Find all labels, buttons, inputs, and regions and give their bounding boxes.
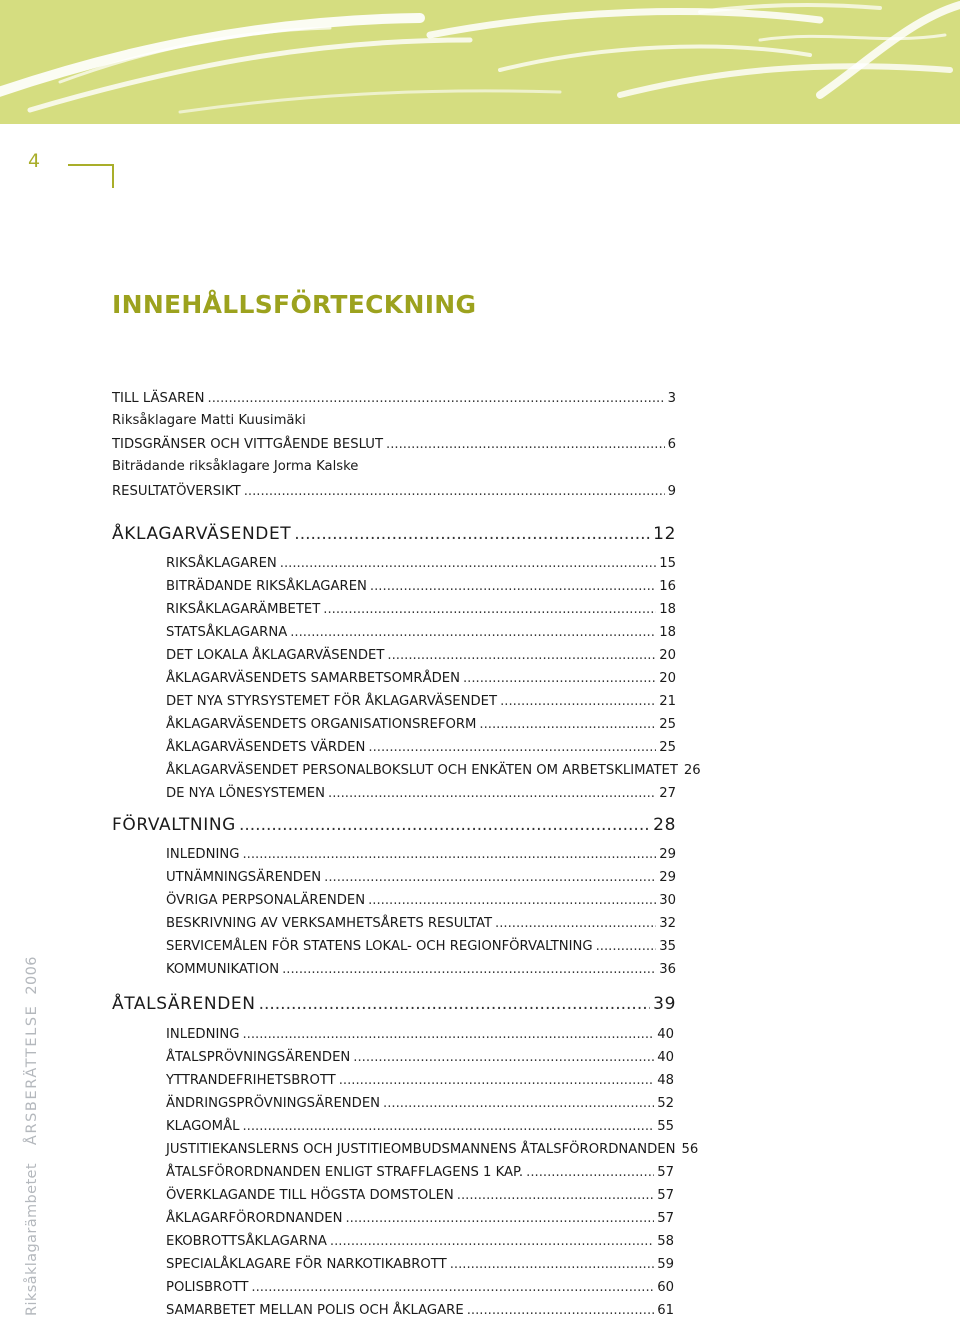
toc-entry[interactable] [166,763,701,778]
toc-entry-page: 32 [659,916,676,931]
toc-entry-title: ÅKLAGARVÄSENDETS SAMARBETSOMRÅDEN [166,671,460,686]
toc-entry-title: ÖVRIGA PERPSONALÄRENDEN [166,893,366,908]
dot-leader [328,786,656,801]
toc-entry[interactable] [166,786,676,801]
toc-entry-page: 57 [657,1211,674,1226]
toc-entry-intro[interactable] [112,391,676,406]
toc-entry-page: 59 [657,1257,674,1272]
toc-entry[interactable] [166,1142,699,1157]
dot-leader [596,939,657,954]
toc-entry-page: 20 [659,671,676,686]
toc-entry-page: 21 [659,694,676,709]
toc-entry-title: ÅKLAGARVÄSENDET PERSONALBOKSLUT OCH ENKÄTEN OM ARBETSKLIMATET [166,763,678,778]
toc-entry-title: SAMARBETET MELLAN POLIS OCH ÅKLAGARE [166,1303,464,1318]
toc-entry-page: 25 [659,717,676,732]
toc-entry[interactable] [166,1303,674,1318]
toc-entry-title: INLEDNING [166,1027,240,1042]
toc-section-heading[interactable] [112,994,676,1014]
toc-entry-title: RIKSÅKLAGAREN [166,556,277,571]
toc-entry-page: 29 [659,870,676,885]
dot-leader [463,671,656,686]
toc-entry-title: KOMMUNIKATION [166,962,280,977]
toc-entry-intro[interactable] [112,437,676,452]
dot-leader [479,717,656,732]
toc-entry-page: 18 [659,602,676,617]
toc-entry[interactable] [166,694,676,709]
side-label-year: 2006 [24,956,40,995]
dot-leader [242,1119,654,1134]
toc-entry[interactable] [166,1257,674,1272]
dot-leader [345,1211,654,1226]
toc-entry[interactable] [166,556,676,571]
toc-entry-page: 9 [667,484,676,499]
toc-entry-page: 15 [659,556,676,571]
toc-entry[interactable] [166,870,676,885]
dot-leader [368,893,656,908]
dot-leader [208,391,665,406]
toc-entry[interactable] [166,1188,674,1203]
dot-leader [457,1188,654,1203]
side-label [24,956,40,1316]
dot-leader [294,524,650,544]
dot-leader [386,437,665,452]
dot-leader [526,1165,654,1180]
toc-entry-title: POLISBROTT [166,1280,249,1295]
toc-entry-page: 6 [667,437,676,452]
toc-entry-page: 60 [657,1280,674,1295]
toc-entry[interactable] [166,1119,674,1134]
toc-entry-page: 57 [657,1165,674,1180]
toc-entry-page: 3 [667,391,676,406]
toc-entry[interactable] [166,740,676,755]
toc-entry-title: TILL LÄSAREN [112,391,205,406]
toc-entry-page: 26 [683,763,701,778]
toc-entry-title: BESKRIVNING AV VERKSAMHETSÅRETS RESULTAT [166,916,493,931]
dot-leader [383,1096,654,1111]
toc-entry-page: 29 [659,847,676,862]
dot-leader [251,1280,654,1295]
toc-entry-intro[interactable] [112,484,676,499]
toc-section-page: 39 [653,994,676,1014]
toc-entry-title: DE NYA LÖNESYSTEMEN [166,786,326,801]
toc-entry-page: 27 [659,786,676,801]
toc-entry-page: 40 [657,1050,674,1065]
dot-leader [467,1303,655,1318]
toc-entry-title: ÅKLAGARFÖRORDNANDEN [166,1211,343,1226]
toc-entry-title: ÅKLAGARVÄSENDETS VÄRDEN [166,740,366,755]
toc-entry-page: 61 [657,1303,674,1318]
toc-entry-page: 55 [657,1119,674,1134]
toc-entry-title: ÅKLAGARVÄSENDETS ORGANISATIONSREFORM [166,717,477,732]
toc-entry[interactable] [166,893,676,908]
dot-leader [259,994,651,1014]
toc-entry-title: JUSTITIEKANSLERNS OCH JUSTITIEOMBUDSMANNENS ÅTALSFÖRORDNANDEN [166,1142,676,1157]
dot-leader [324,870,656,885]
toc-entry-subtitle: Riksåklagare Matti Kuusimäki [112,413,306,428]
toc-entry-title: STATSÅKLAGARNA [166,625,288,640]
toc-entry-page: 48 [657,1073,674,1088]
toc-entry-page: 57 [657,1188,674,1203]
toc-entry-title: DET LOKALA ÅKLAGARVÄSENDET [166,648,385,663]
dot-leader [370,579,656,594]
toc-entry-title: RESULTATÖVERSIKT [112,484,241,499]
toc-section-page: 12 [653,524,676,544]
toc-entry-title: DET NYA STYRSYSTEMET FÖR ÅKLAGARVÄSENDET [166,694,498,709]
dot-leader [323,602,656,617]
toc-entry-page: 52 [657,1096,674,1111]
toc-entry-title: TIDSGRÄNSER OCH VITTGÅENDE BESLUT [112,437,384,452]
toc-entry[interactable] [166,1096,674,1111]
dot-leader [239,815,650,835]
toc-entry-page: 36 [659,962,676,977]
swoosh-decoration [0,0,960,124]
toc-entry[interactable] [166,625,676,640]
toc-entry-title: SERVICEMÅLEN FÖR STATENS LOKAL- OCH REGIONFÖRVALTNING [166,939,593,954]
toc-entry[interactable] [166,1050,674,1065]
dot-leader [244,484,665,499]
toc-entry-title: KLAGOMÅL [166,1119,240,1134]
toc-entry[interactable] [166,916,676,931]
toc-entry[interactable] [166,1027,674,1042]
toc-entry[interactable] [166,847,676,862]
toc-entry[interactable] [166,648,676,663]
dot-leader [290,625,656,640]
toc-entry-subtitle: Biträdande riksåklagare Jorma Kalske [112,459,359,474]
toc-entry-page: 25 [659,740,676,755]
toc-section-title: ÅTALSÄRENDEN [112,994,256,1014]
toc-entry[interactable] [166,1165,674,1180]
dot-leader [368,740,656,755]
dot-leader [242,1027,654,1042]
toc-entry-page: 35 [659,939,676,954]
toc-entry[interactable] [166,1211,674,1226]
toc-entry-title: RIKSÅKLAGARÄMBETET [166,602,321,617]
toc-entry[interactable] [166,962,676,977]
toc-section-title: ÅKLAGARVÄSENDET [112,524,292,544]
page-title: INNEHÅLLSFÖRTECKNING [112,290,477,319]
dot-leader [450,1257,655,1272]
decorative-banner [0,0,960,124]
toc-entry-title: INLEDNING [166,847,240,862]
toc-entry[interactable] [166,579,676,594]
toc-entry-title: BITRÄDANDE RIKSÅKLAGAREN [166,579,367,594]
dot-leader [282,962,656,977]
toc-entry[interactable] [166,939,676,954]
toc-entry-title: ÄNDRINGSPRÖVNINGSÄRENDEN [166,1096,381,1111]
page-number: 4 [28,150,41,172]
toc-entry-page: 20 [659,648,676,663]
toc-entry-page: 18 [659,625,676,640]
toc-entry-page: 58 [657,1234,674,1249]
toc-entry[interactable] [166,1234,674,1249]
toc-entry[interactable] [166,717,676,732]
toc-entry-page: 16 [659,579,676,594]
toc-entry[interactable] [166,1280,674,1295]
toc-entry-title: YTTRANDEFRIHETSBROTT [166,1073,336,1088]
dot-leader [280,556,656,571]
toc-entry-title: EKOBROTTSÅKLAGARNA [166,1234,327,1249]
dot-leader [339,1073,655,1088]
dot-leader [330,1234,654,1249]
toc-entry-title: ÖVERKLAGANDE TILL HÖGSTA DOMSTOLEN [166,1188,454,1203]
toc-entry-title: ÅTALSFÖRORDNANDEN ENLIGT STRAFFLAGENS 1 KAP. [166,1165,524,1180]
corner-bracket-decoration [68,164,114,188]
toc-entry-page: 30 [659,893,676,908]
side-label-document: ÅRSBERÄTTELSE [24,1004,40,1146]
toc-section-heading[interactable] [112,524,676,544]
toc-section-page: 28 [653,815,676,835]
dot-leader [353,1050,654,1065]
toc-entry-title: UTNÄMNINGSÄRENDEN [166,870,322,885]
toc-entry[interactable] [166,1073,674,1088]
side-label-organization: Riksåklagarämbetet [24,1163,40,1316]
toc-entry-page: 56 [681,1142,699,1157]
toc-section-title: FÖRVALTNING [112,815,236,835]
toc-entry[interactable] [166,602,676,617]
dot-leader [500,694,656,709]
toc-entry-page: 40 [657,1027,674,1042]
toc-entry-title: ÅTALSPRÖVNINGSÄRENDEN [166,1050,351,1065]
dot-leader [495,916,656,931]
toc-entry-title: SPECIALÅKLAGARE FÖR NARKOTIKABROTT [166,1257,447,1272]
dot-leader [387,648,656,663]
toc-section-heading[interactable] [112,815,676,835]
dot-leader [242,847,656,862]
toc-entry[interactable] [166,671,676,686]
